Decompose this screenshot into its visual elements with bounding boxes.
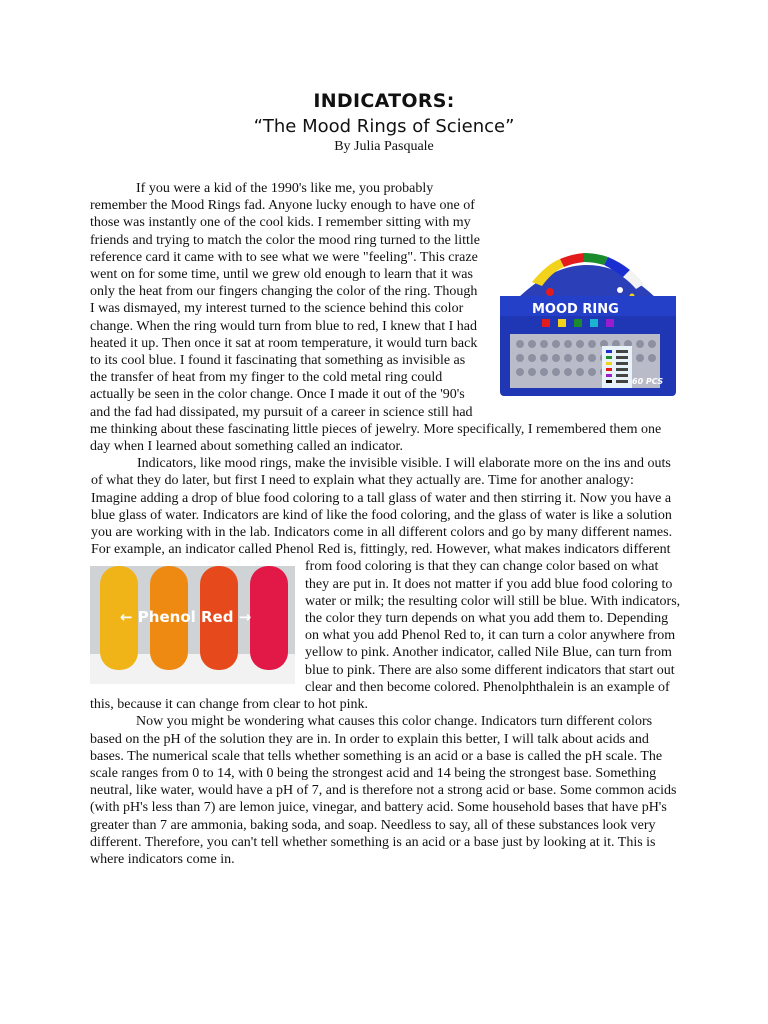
box-label: MOOD RING: [532, 302, 619, 317]
paragraph-3: Now you might be wondering what causes this color change. Indicators turn different colors based on the pH of the solution they are in. In order to explain this better, I will talk about acids and bases. The numerical scale that tells whether something is an acid or a base is called the pH scale. The scale ranges from 0 to 14, with 0 being the strongest acid and 14 being the strongest base. Something neutral, like water, would have a pH of 7, and is therefore not a strong acid or base. Some common acids (with pH's less than 7) are lemon juice, vinegar, and battery acid. Some household bases that have pH's greater than 7 are ammonia, baking soda, and soap. Needless to say, all of these substances look very different. Therefore, you can't tell whether something is an acid or a base just by looking at it. This is where indicators come in.: [90, 714, 677, 867]
author-byline: By Julia Pasquale: [334, 139, 434, 154]
phenol-red-image: [90, 566, 295, 684]
mood-ring-image: [492, 234, 682, 404]
arch-band-red: [560, 253, 584, 267]
document-title: INDICATORS:: [313, 90, 455, 112]
paragraph-2-text: Indicators, like mood rings, make the invisible visible. I will elaborate more on the ins and outs of what they do later, but first I need to explain what they actually are. Time for another analogy: Imagine adding a drop of blue food coloring to a tall glass of water and then stirring it. Now you have a blue glass of water. Indicators are kind of like the food coloring, and the glass of water is like a solution you are working with in the lab. Indicators come in all different colors and go by many different names. For example, an indicator called Phenol Red is, fittingly, red. However, what makes indicators different from food coloring is that they can change color based on what they are put in. It does not matter if you add blue food coloring to water or milk; the resulting color will still be blue. With indicators, the color they turn depends on what you add them to. Depending on what you add Phenol Red to, it can turn a color anywhere from yellow to pink. Another indicator, called Nile Blue, can turn from blue to pink. There are also some different indicators that start out clear and then become colored. Phenolphthalein is an example of this, because it can change from clear to hot pink.: [90, 456, 681, 713]
phenol-red-label: ← Phenol Red →: [120, 608, 252, 626]
document-subtitle: “The Mood Rings of Science”: [253, 116, 515, 137]
arch-band-green: [584, 253, 608, 265]
article-body: [90, 180, 682, 868]
count-label: 60 PCS: [632, 377, 664, 386]
paragraph-1: If you were a kid of the 1990's like me, you probably remember the Mood Rings fad. Anyone lucky enough to have one of those was instantly one of the cool kids. I remember sitting with my friends and trying to match the color the mood ring turned to the little reference card it came with to see what we were "feeling". This craze went on for some time, until we grew old enough to learn that it was only the heat from our fingers changing the color of the ring. Though I was dismayed, my interest turned to the science behind this color change. When the ring would turn from blue to red, I knew that I had heated it up. Then once it sat at room temperature, it would turn back to its cool blue. I found it fascinating that something as invisible as the transfer of heat from my finger to the cold metal ring could actually be seen in the color change. Once I made it out of the '90's and the fad had dissipated, my pursuit of a career in science still had me thinking about these fascinating little pieces of jewelry. More specifically, I remembered them one day when I learned about something called an indicator.: [90, 181, 662, 455]
tube-4: [250, 566, 288, 670]
